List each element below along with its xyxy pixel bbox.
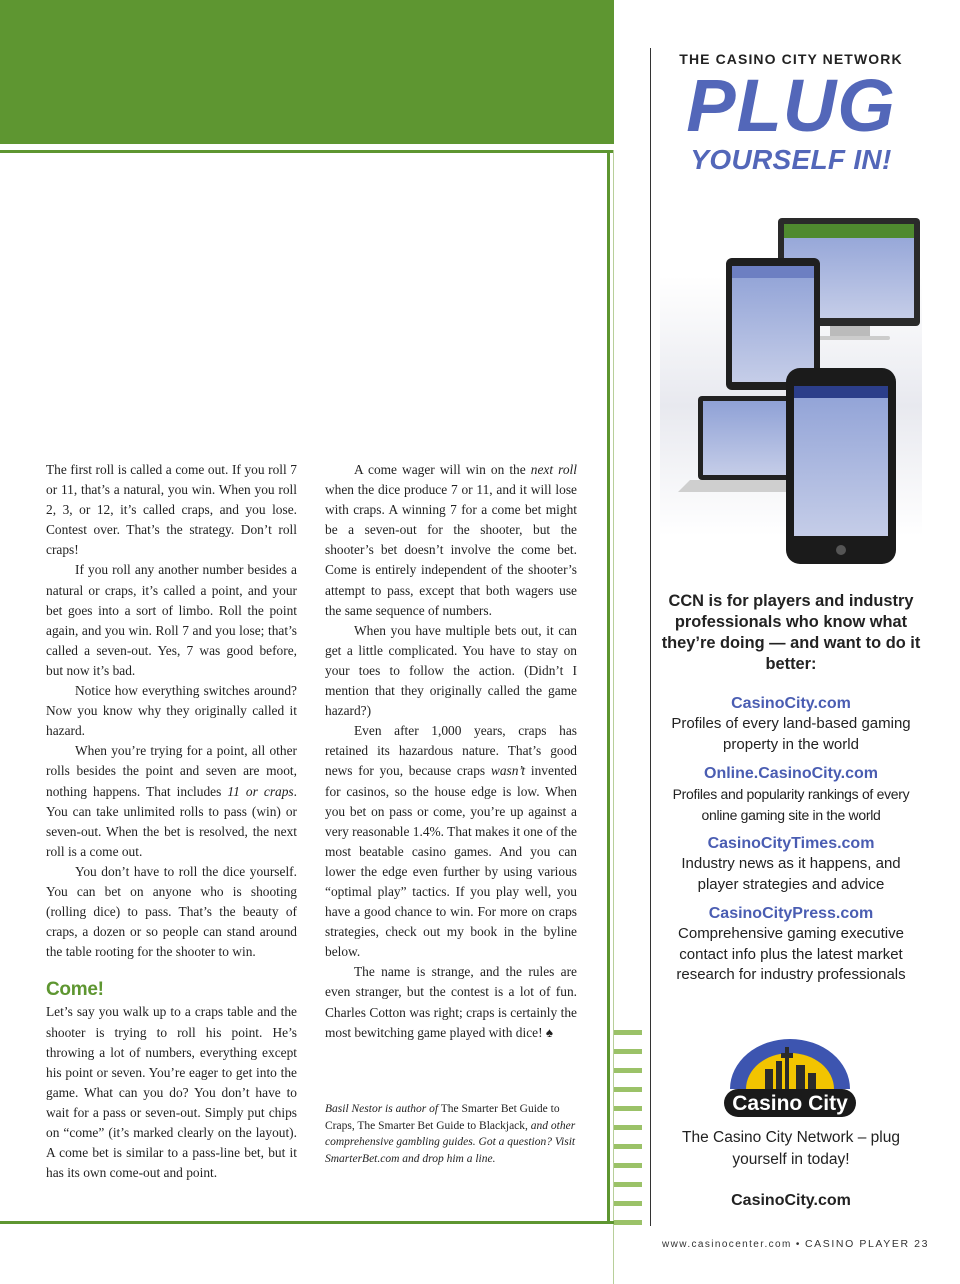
footer-site[interactable]: www.casinocenter.com [662, 1239, 792, 1250]
article-column-1 [46, 460, 297, 1183]
site-url-link[interactable]: CasinoCityPress.com [708, 905, 874, 922]
paragraph: Let’s say you walk up to a craps table and the shooter is trying to roll his point. He’s throwing a lot of numbers, everything except his point or seven. You’re eager to get into the game. What can you do? You don’t have to wait for a pass or seven-out. Simply put chips on “come” (it’s marked clearly on the layout). A come bet is similar to a pass-line bet, but it has its own come-out and point. [46, 1004, 297, 1181]
footer-magazine-page: CASINO PLAYER 23 [805, 1238, 930, 1250]
ad-site-online [660, 764, 922, 825]
paragraph-text: invented for casinos, so the house edge is low. When you bet on pass or come, you’re up against a very reasonable 1.4%. That makes it one of the most beatable casino games. And you can lower the edge even further by using various “optimal play” tactics. If you play well, you have a good chance to win. For more on craps strategies, check out my book in the byline below. [325, 763, 577, 960]
paragraph [46, 741, 297, 862]
paragraph-text: when the dice produce 7 or 11, and it will lose with craps. A winning 7 for a come bet might be a seven-out for the shooter, but the shooter’s bet doesn’t involve the come bet. Come is entirely independent of the shooter’s attempt to pass, except that both wagers use the same sequence of numbers. [325, 482, 577, 618]
site-url-link[interactable]: CasinoCityTimes.com [707, 835, 875, 852]
paragraph-text: A come wager will win on the [354, 462, 526, 477]
site-url-link[interactable]: CasinoCity.com [731, 695, 851, 712]
site-description: Profiles of every land-based gaming property in the world [671, 715, 911, 753]
paragraph: You don’t have to roll the dice yourself. You can bet on anyone who is shooting (rolling dice) to pass. That’s the beauty of craps, a dozen or so people can stand around the table rooting for the shooter to win. [46, 863, 297, 960]
paragraph-text: When you’re trying for a point, all other rolls besides the point and seven are moot, nothing happens. That includes [46, 743, 297, 799]
ad-url-link[interactable]: CasinoCity.com [731, 1192, 851, 1209]
article-column-2 [325, 460, 577, 1043]
green-tick-marks [614, 1030, 642, 1230]
ad-plug-headline: PLUG [686, 64, 896, 147]
site-url-link[interactable]: Online.CasinoCity.com [704, 765, 878, 782]
paragraph-emphasis: wasn’t [490, 763, 526, 779]
casino-city-ad [660, 48, 922, 1228]
paragraph [325, 460, 577, 621]
logo-text: Casino City [732, 1092, 848, 1115]
ad-network-title: THE CASINO CITY NETWORK [679, 51, 903, 67]
ad-site-press [660, 904, 922, 986]
byline-text: Basil Nestor is author of [325, 1103, 439, 1115]
green-rule-top [0, 150, 614, 153]
devices-illustration [660, 216, 922, 616]
ad-tagline: The Casino City Network – plug yourself in today! [682, 1129, 900, 1168]
paragraph [325, 721, 577, 962]
green-rule-bottom [0, 1221, 640, 1224]
byline-text: and other comprehensive gambling guides. Got a question? Visit SmarterBet.com and drop him a line. [325, 1119, 576, 1165]
footer-bullet: • [795, 1239, 801, 1250]
ad-subheadline: YOURSELF IN! [690, 144, 892, 175]
paragraph-text: The name is strange, and the rules are even stranger, but the contest is a lot of fun. Charles Cotton was right; craps is certainly the most bewitching game played with dice! [325, 964, 577, 1040]
byline-book-titles: The Smarter Bet Guide to Craps, The Smarter Bet Guide to Blackjack, [325, 1103, 560, 1132]
paragraph-emphasis: 11 or craps [227, 783, 294, 799]
header-green-block [0, 0, 614, 144]
paragraph [325, 962, 577, 1042]
green-rule-vertical [607, 150, 610, 1221]
site-description: Comprehensive gaming executive contact info plus the latest market research for industry professionals [676, 925, 906, 983]
paragraph: The first roll is called a come out. If you roll 7 or 11, that’s a natural, you win. When you roll 2, 3, or 12, it’s called craps, and you lose. Contest over. That’s the strategy. Don’t roll craps! [46, 462, 297, 558]
casino-city-logo [710, 1033, 870, 1123]
paragraph-text: Even after 1,000 years, craps has retained its hazardous nature. That’s good news for you, because craps [325, 723, 577, 779]
paragraph-emphasis: next roll [530, 462, 577, 477]
spade-end-mark: ♠ [545, 1024, 554, 1040]
section-heading: Come! [46, 979, 104, 1001]
paragraph: Notice how everything switches around? Now you know why they originally called it hazard. [46, 683, 297, 739]
ad-site-casinocity [660, 694, 922, 755]
site-description: Profiles and popularity rankings of every online gaming site in the world [672, 786, 910, 823]
paragraph: When you have multiple bets out, it can get a little complicated. You have to stay on your toes to follow the action. (Didn’t I mention that they originally called the game hazard?) [325, 622, 577, 719]
ad-site-times [660, 834, 922, 895]
paragraph-text: . You can take unlimited rolls to pass (win) or seven-out. When the bet is resolved, the next roll is a come out. [46, 783, 297, 859]
page-footer [662, 1238, 930, 1250]
author-byline [325, 1101, 577, 1167]
site-description: Industry news as it happens, and player strategies and advice [681, 855, 901, 893]
ad-lead-text: CCN is for players and industry professionals who know what they’re doing — and want to do it better: [661, 592, 921, 673]
paragraph: If you roll any another number besides a natural or craps, it’s called a point, and your bet goes into a sort of limbo. Roll the point again, and you win. Roll 7 and you lose; that’s called a seven-out. Yes, 7 was good before, but now it’s bad. [46, 562, 297, 678]
phone-icon [786, 368, 896, 564]
ad-divider [650, 48, 651, 1226]
